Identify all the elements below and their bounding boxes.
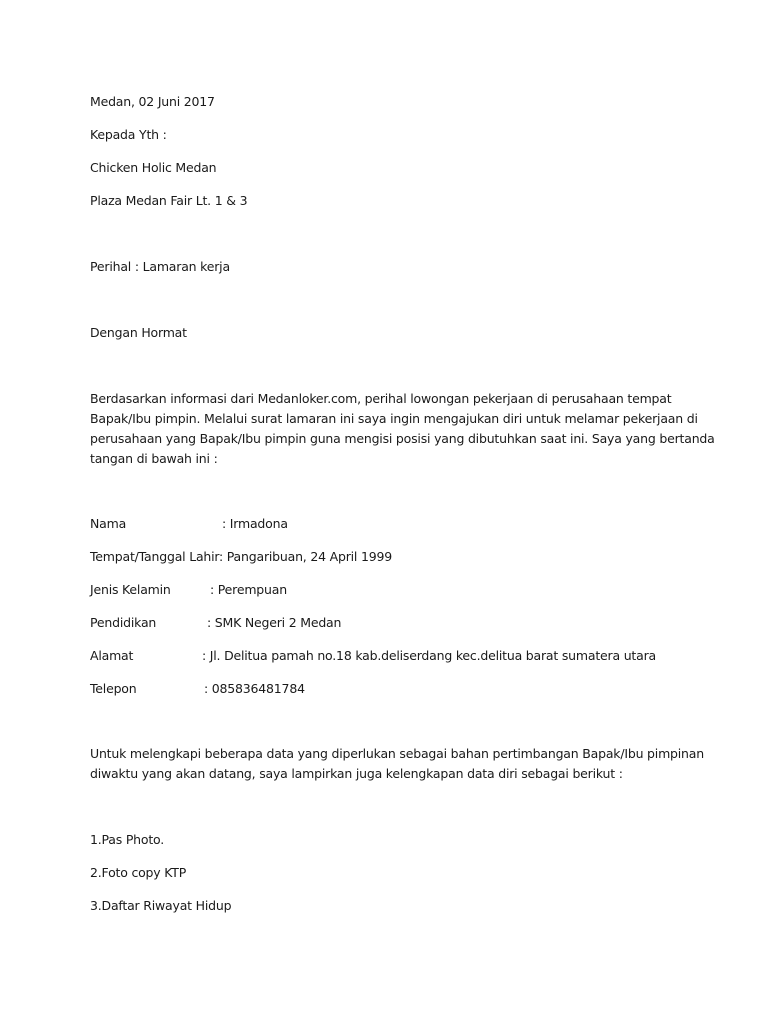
detail-label: Jenis Kelamin [90, 582, 171, 597]
detail-row-jenis-kelamin [90, 580, 171, 600]
letter-subject: Perihal : Lamaran kerja [90, 259, 230, 274]
detail-value: : SMK Negeri 2 Medan [207, 615, 342, 630]
letter-date: Medan, 02 Juni 2017 [90, 94, 215, 109]
detail-value: : Irmadona [222, 516, 288, 531]
closing-line: diwaktu yang akan datang, saya lampirkan juga kelengkapan data diri sebagai berikut : [90, 766, 623, 781]
detail-row-ttl [90, 547, 219, 567]
detail-label: Alamat [90, 648, 134, 663]
recipient-to: Kepada Yth : [90, 127, 167, 142]
detail-label: Nama [90, 516, 127, 531]
detail-row-telepon [90, 679, 136, 699]
closing-line: Untuk melengkapi beberapa data yang diperlukan sebagai bahan pertimbangan Bapak/Ibu pimpinan [90, 746, 704, 761]
detail-value: : Pangaribuan, 24 April 1999 [219, 549, 392, 564]
attachment-item: 1.Pas Photo. [90, 832, 165, 847]
intro-line: perusahaan yang Bapak/Ibu pimpin guna mengisi posisi yang dibutuhkan saat ini. Saya yang bertanda [90, 431, 715, 446]
intro-paragraph [90, 389, 715, 469]
intro-line: Berdasarkan informasi dari Medanloker.com, perihal lowongan pekerjaan di perusahaan tempat [90, 391, 672, 406]
attachment-item: 2.Foto copy KTP [90, 865, 187, 880]
detail-value: : Perempuan [210, 582, 287, 597]
letter-greeting: Dengan Hormat [90, 325, 187, 340]
detail-row-pendidikan [90, 613, 156, 633]
detail-label: Pendidikan [90, 615, 157, 630]
intro-line: tangan di bawah ini : [90, 451, 218, 466]
detail-value: : Jl. Delitua pamah no.18 kab.deliserdang kec.delitua barat sumatera utara [202, 648, 656, 663]
attachment-item: 3.Daftar Riwayat Hidup [90, 898, 232, 913]
detail-value: : 085836481784 [204, 681, 305, 696]
detail-row-nama [90, 514, 126, 534]
intro-line: Bapak/Ibu pimpin. Melalui surat lamaran ini saya ingin mengajukan diri untuk melamar pekerjaan di [90, 411, 698, 426]
closing-paragraph [90, 744, 704, 784]
recipient-name: Chicken Holic Medan [90, 160, 217, 175]
detail-label: Telepon [90, 681, 137, 696]
recipient-address: Plaza Medan Fair Lt. 1 & 3 [90, 193, 248, 208]
detail-row-alamat [90, 646, 133, 666]
detail-label: Tempat/Tanggal Lahir [90, 549, 220, 564]
